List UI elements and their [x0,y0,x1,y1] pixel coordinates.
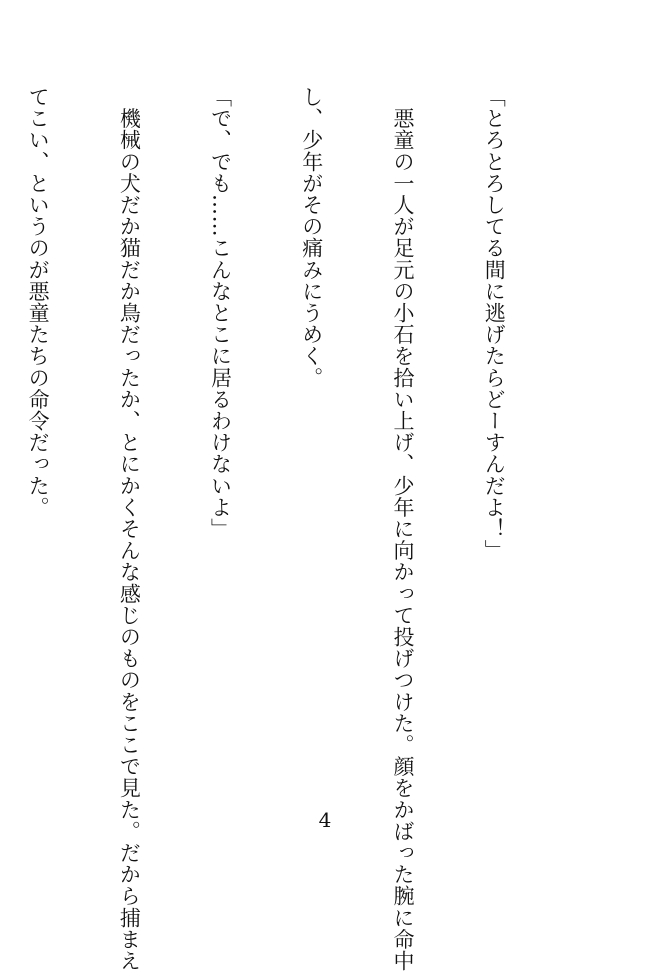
text-line: 悪童の一人が足元の小石を拾い上げ、少年に向かって投げつけた。顔をかばった腕に命中 [390,86,415,972]
text-line: 「で、でも……こんなとこに居るわけないよ」 [208,86,233,540]
text-line: てこい、というのが悪童たちの命令だった。 [26,86,51,518]
page-number: 4 [318,808,332,832]
text-line: し、少年がその痛みにうめく。 [299,86,324,389]
vertical-text-block [26,86,570,972]
text-line: 「とろとろしてる間に逃げたらどーすんだよ！」 [482,86,507,562]
text-line: 機械の犬だか猫だか鳥だったか、とにかくそんな感じのものをここで見た。だから捕まえ [117,86,142,972]
